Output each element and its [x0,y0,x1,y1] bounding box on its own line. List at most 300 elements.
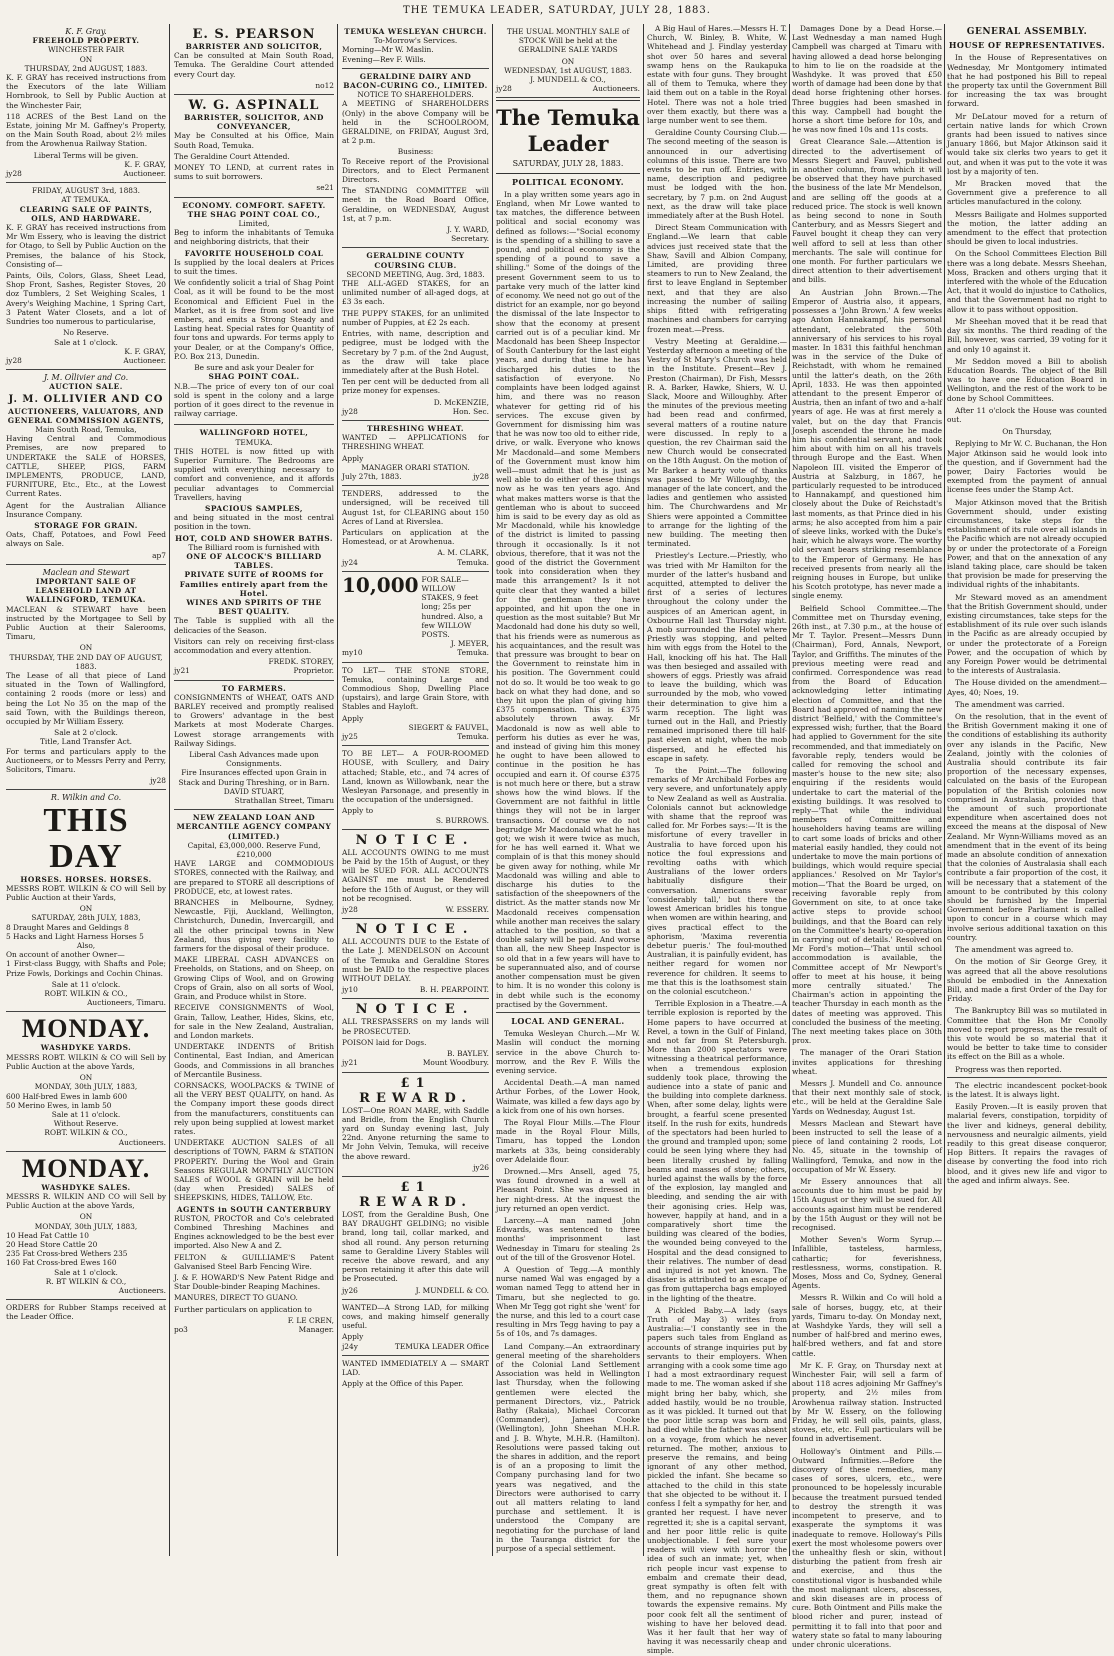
article-paragraph: To the Point.—The following remarks of Mr Archibald Forbes are very severe, and unfortunately apply to New Zealand as well as Australia. Colonials cannot but acknowledge with shame that the reproof was called for. Mr Forbes says:—'It is the misfortune of every traveller in Australia to have forced upon his notice the foul expressions and revolting oaths with which Australians of the lower orders habitually disfigure their conversation. Americans swear 'considerably tall,' but there the lowest American bridles his tongue when women are within hearing, and gives practical effect to the aphorism, 'Maxima reverentia debetur pueris.' The foul-mouthed Australian, it is painfully evident, has neither regard for women nor reverence for children. It seems to me that this is the loathsomest stain on the colonial escutcheon.' [647,766,787,996]
ad-heading: TEMUKA WESLEYAN CHURCH. [344,27,487,36]
ad-on: ON [79,54,93,64]
ad-line-item: 600 Half-bred Ewes in lamb 600 [6,1091,128,1101]
ad-heading: STORAGE FOR GRAIN. [34,520,138,530]
ad-body: ALL ACCOUNTS OWING to me must be Paid by the 15th of August, or they will be SUED FOR. ALL ACCOUNTS AGAINST me must be Rendered before the 15th of August, or they will not be recognised. [342,847,489,903]
advertiser-name: K. F. Gray. [65,27,107,36]
ad-on: ON [79,643,93,653]
article-heading: GENERAL ASSEMBLY. [966,27,1088,37]
advertiser-name: R. Wilkin and Co. [50,793,122,803]
ad-heading: ONE OF ALCOCK'S BILLIARD TABLES. [186,551,322,571]
ad-line-item: 50 Merino Ewes, in lamb 50 [6,1100,112,1110]
section-local-general [496,1012,640,1553]
article-paragraph: Priestley's Lecture.—Priestly, who was tried with Mr Hamilton for the murder of the latter's husband and acquitted, attempted to deliver the first of a series of lectures throughout the colony under the auspices of an American agent, in Oxbourne Hall last Thursday night. A mob surrounded the Hotel where Priestly was stopping, and pelted him with eggs from the Hotel to the Hall, knocking off his hat. The Hall was then besieged and assailed with showers of eggs. Priestly was afraid to leave the building, which was surrounded by the mob, who vowed their determination to give him a warm reception. The light was turned out in the Hall, and Priestly remained imprisoned there till half-past eleven at night, when the mob dispersed, and he effected his escape in safety. [647,551,787,763]
ad-heading: NOTICE. [355,922,476,938]
ad-body: FOR SALE— WILLOW STAKES, 9 feet long; 25s per hundred. Also, a few WILLOW POSTS. [421,574,483,639]
ad-line-item: 8 Draught Mares and Geldings 8 [6,922,129,932]
ad-line-item: 5 Hacks and Light Harness Horses 5 [6,931,144,941]
ad-date: July 27th, 1883. [342,471,402,481]
ad-date: MONDAY, 30th JULY, 1883, [34,1221,138,1231]
notice-coursing-club [342,248,489,420]
article-paragraph: In the House of Representatives on Wednesday, Mr Montgomery intimated that he had postponed his Bill to repeal the property tax until the Government Bill for increasing the tax was brought forward. [947,53,1107,109]
ad-heading: FAVORITE HOUSEHOLD COAL [184,248,324,258]
article-paragraph: Geraldine County Coursing Club.—The second meeting of the season is announced in our advertising columns of this issue. There are two events to be run off. Entries, with name, description and pedigree must be lodged with the hon. secretary, by 7 p.m. on 2nd August next, as the draw will take place immediately after at the Bush Hotel. [647,128,787,221]
ad-body: Agent for the Australian Alliance Insurance Company. [6,500,166,519]
ad-body: Visitors can rely on receiving first-class accommodation and every attention. [174,636,334,655]
ad-place: TEMUKA. [235,437,273,447]
ad-on: ON [561,56,575,66]
column-rule [492,24,493,1556]
ad-body: Be sure and ask your Dealer for [194,363,314,373]
article-paragraph: A Pickled Baby.—A lady (says Truth of May 3) writes from Australia:—'I constantly see in the papers such tales from England as accounts of strange inquiries put by servants to their employers. When arranging with a cook some time ago I had a most extraordinary request made to me. The woman asked if she might bring her baby, which, she added hastily, would be no trouble, as it was pickled. It turned out that the poor little scrap was born and had died while the father was absent on a voyage, from which he never returned. The mother, anxious to preserve the remains, and being ignorant of any other method, pickled the infant. She became so attached to the child in this state that she objected to be without it. I confess I felt a sympathy for her, and granted her request. I have never regretted it; she is a capital servant, and her poor little relic is quite unobjectionable. I feel sure your readers will view with horror the idea of such an inmate; yet, when rich people incur vast expense to embalm and cremate their dead, great sympathy is often felt with them, and no repugnance shown towards the expensive remains. My poor cook felt all the sentiment of wishing to have her beloved dead. Was it her fault that her way of having it was necessarily cheap and simple. [647,1305,787,1656]
article-paragraph: Larceny.—A man named John Edwards, was sentenced to three months' imprisonment last Wednesday in Timaru for stealing 2s out of the till of the Grosvenor Hotel. [496,1215,640,1262]
ad-body: BRANCHES in Melbourne, Sydney, Newcastle, Fiji, Auckland, Wellington, Christchurch, Dunedin, Invercargill, and all the other principal towns in New Zealand, thus giving very facility to farmers for the disposal of their produce. [174,898,334,954]
ad-subheading: To-Morrow's Services. [373,36,458,46]
ad-ref: jy28 [150,776,166,786]
notice-willow-stakes [342,572,489,663]
column-rule [643,24,644,1556]
newspaper-title: The Temuka Leader [496,105,640,157]
notice-wanted-smart-lad [342,1356,489,1393]
advertisement-wallingford-hotel [174,425,334,680]
ad-heading: IMPORTANT SALE OF LEASEHOLD LAND AT WALLINGFORD, TEMUKA. [26,576,146,605]
article-paragraph: Temuka Wesleyan Church.—Mr W. Maslin will conduct the morning service in the above Church to-morrow, and the Rev F. Wills the evening service. [496,1029,640,1075]
ad-body: MESSRS ROBT. WILKIN & CO will Sell by Public Auction at their Yards, [6,883,166,903]
advertisement-wilkin-monday-cattle [6,1152,166,1300]
article-heading: POLITICAL ECONOMY. [511,176,625,187]
article-paragraph: Terrible Explosion in a Theatre.—A terrible explosion is reported by the Home papers to have occurred at Revel, a town in the Gulf of Finland, and not far from St Petersburgh. More than 2000 spectators were witnessing a theatrical performance, when a tremendous explosion suddenly took place, throwing the audience into a state of panic and the building into complete darkness. When, after some delay, lights were brought, a fearful scene presented itself. In the rush for exits, hundreds of the spectators had been hurled to the ground and trampled upon; some could be seen lying where they had been literally crushed by falling beams and masses of stone; others, hurled against the walls by the force of the explosion, lay mangled and bleeding, and sending the air with their agonising cries. Help was, however, happily at hand, and in a comparatively short time the building was cleared of the bodies, the wounded being conveyed to the Hospital and the dead consigned to their relatives. The number of dead and injured is not yet known. The disaster is attributed to an escape of gas from guttapercha bags employed in the lighting of the theatre. [647,999,787,1303]
ad-address: Strathallan Street, Timaru [234,796,334,806]
ad-ref: jy24 [342,557,358,567]
ad-subheading: HORSES. HORSES. HORSES. [20,874,152,884]
ad-on: ON [79,1073,93,1083]
firm-name: THE SHAG POINT COAL CO., [187,209,321,219]
notice-threshing-wheat [342,421,489,486]
advertiser-name: Maclean and Stewart [42,567,130,577]
ad-ref: se21 [316,183,334,193]
notice-mendelson-estate [342,919,489,999]
column-7 [947,24,1107,1556]
ad-time: Sale at 1 o'clock. [54,337,118,347]
ad-heading: £1 REWARD. [359,1075,472,1106]
article-paragraph: Messrs R. Wilkin and Co will hold a sale of horses, buggy, etc, at their yards, Timaru to-day. On Monday next, at Washdyke Yards, they will sell a number of half-bred and merino ewes, half-bred wethers, and fat and store cattle. [792,1293,942,1358]
article-paragraph: Mr DeLatour moved for a return of certain native lands for which Crown grants had been issued to natives since January 1866, but Major Atkinson said it would take six clerks two years to get it out, and when it was put to the vote it was lost by a majority of ten. [947,111,1107,176]
ad-body: MANURES, DIRECT TO GUANO. [174,1293,298,1303]
article-paragraph: Progress was then reported. [955,1064,1062,1074]
ad-body: Morning—Mr W. Maslin. [342,45,434,55]
article-paragraph: Mr Seddon moved a Bill to abolish Education Boards. The object of the Bill was to have one Education Board in Wellington, and the rest of the work to be done by School Committees. [947,356,1107,403]
ad-body: To Receive report of the Provisional Directors, and to Elect Permanent Directors. [342,156,489,185]
ad-signature: W. ESSERY. [445,905,489,915]
column-rule [169,24,170,1556]
ad-big-number: 10,000 [342,572,419,597]
ad-body: Having Central and Commodious Premises, are now prepared to UNDERTAKE the SALE of HORSES, CATTLE, SHEEP, PIGS, FARM IMPLEMENTS, PRODUCE, LAND, FURNITURE, Etc., Etc., at the Lowest Current Rates. [6,434,166,499]
article-paragraph: A Question of Tegg.—A monthly nurse named Wal was engaged by a woman named Tegg to attend her in Timaru, but she neglected to go. When Mr Tegg got right she 'went' for the nurse, and this led to a court case resulting in Mrs Tegg having to pay a 5s of 10s, and 7s damages. [496,1264,640,1339]
ad-ref: jy28 [473,471,489,481]
ad-apply: Apply [342,1332,364,1342]
advertisement-clearing-sale [6,183,166,370]
ad-time: Sale at 11 o'clock. [51,979,121,989]
ad-subheading: BARRISTER, SOLICITOR, AND CONVEYANCER, [184,113,324,132]
ad-body: The Lease of all that piece of Land situated in the Town of Wallingford, containing 2 roods (more or less) and being the Lot No 35 on the map of the said Town, with the Buildings thereon, occupied by Mr William Essery. [6,671,166,727]
ad-big-heading: MONDAY. [21,1014,151,1044]
ad-body: The Geraldine Court Attended. [174,151,290,161]
ad-subheading: NOTICE TO SHAREHOLDERS. [357,90,474,100]
ad-line-item: 10 Head Fat Cattle 10 [6,1230,89,1240]
article-paragraph: On the School Committees Election Bill there was a long debate. Messrs Sheehan, Moss, Bracken and others urging that it interfered with the whole of the Education Act, that it would do injustice to Catholics, and that the Government had no right to allow it to pass without opposition. [947,249,1107,314]
article-paragraph: Holloway's Ointment and Pills.—Outward Infirmities.—Before the discovery of these remedies, many cases of sores, ulcers, etc., were pronounced to be hopelessly incurable because the treatment pursued tended to destroy the strength it was incompetent to preserve, and to exasperate the symptoms it was inadequate to remove. Holloway's Pills exert the most wholesome powers over the unhealthy flesh or skin, without disturbing the patient from fresh air and exercise, and thus the constitutional vigor is husbanded while the most malignant ulcers, abscesses, and skin diseases are in process of cure. Both Ointment and Pills make the blood richer and purer, instead of permitting it to fall into that poor and watery state so fatal to many labouring under chronic ulcerations. [792,1446,942,1649]
ad-signature: J. MUNDELL & CO. [415,1285,489,1295]
ad-subheading: AUCTIONEERS, VALUATORS, AND GENERAL COMMISSION AGENTS, [7,406,165,425]
ad-apply: Apply [342,453,364,463]
ad-heading: WALLINGFORD HOTEL, [199,428,309,438]
advertisement-pearson [174,24,334,95]
ad-body: Particulars on application at the Homestead, or at Arowhenua. [342,527,489,547]
advertisement-to-farmers [174,681,334,811]
ad-title: Title, Land Transfer Act. [39,737,133,747]
ad-body: WANTED IMMEDIATELY A — SMART LAD. [342,1358,489,1377]
article-paragraph: Replying to Mr W. C. Buchanan, the Hon Major Atkinson said he would look into the question, and if Government had the power, Dairy Factories would be exempted from the payment of annual license fees under the Stamp Act. [947,439,1107,495]
ad-body: The Table is supplied with all the delicacies of the Season. [174,616,334,635]
ad-also: Also, [76,941,96,951]
ad-ref: my10 [342,648,363,658]
ad-body: MESSRS R. WILKIN AND CO will Sell by Public Auction at the above Yards, [6,1191,166,1211]
firm-name: E. S. PEARSON [192,27,316,42]
ad-role: Auctioneers. [592,84,640,94]
ad-body: THE USUAL MONTHLY SALE of STOCK Will be held at the GERALDINE SALE YARDS [506,27,630,55]
ad-apply: Apply at the Office of this Paper. [342,1379,464,1389]
article-paragraph: In a play written some years ago in England, when Mr Lowe wanted to tax matches, the difference between political and social economy was defined as follows:—"Social economy is the spending of a shilling to save a pound, and political economy is the spending of a pound to save a shilling." Some of the doings of the present Government seem to us to partake very much of the latter kind of economy. We need not go out of the district for an example, nor go beyond the dismissal of the late Inspector to show that the economy at present carried out is of a peculiar kind. Mr Macdonald has been Sheep Inspector of South Canterbury for the last eight years, and during that time he has discharged his duties to the satisfaction of everyone. No complaints have been lodged against him, and there was no reason whatever for getting rid of his services. The excuse given by Government for dismissing him was that he was now too old to either ride, drive, or walk. Everyone who knows Mr Macdonald—and some Members of the Government must know him well—must admit that he is just as well able to do either of these things now as he was ten years ago. And what makes matters worse is that the gentleman who is about to succeed him is said to be every day as old as Mr Macdonald, while his knowledge of the district is limited to passing through it occasionally. Is it not obvious, therefore, that it was not the good of the district the Government took into consideration when they made this arrangement? Is it not quite clear that they wanted a billet for the gentleman they have appointed, and hit upon the one in question as the most suitable? But Mr Macdonald had done his duty so well, that his friends were as numerous as his acquaintances, and the result was that pressure was brought to bear on the Government to reinstate him in his position. The Government could not do so. It would be too weak to go back on what they had done, and so they hit upon the plan of giving him £375 compensation. This is £375 absolutely thrown away. Mr Macdonald is now as well able to perform his duties as ever he was, and instead of giving him this money he ought to have been allowed to continue in the position he has occupied and earn it. Of course £375 is not much here or there, but a straw shows how the wind blows. If the Government are not faithful in little things they will not be in larger transactions. Of course we do not begrudge Mr Macdonald what he has got; we wish it were twice as much, for he has well earned it. What we complain of is that this money should be given away for nothing, while Mr Macdonald was willing and able to discharge his duties to the satisfaction of the sheepowners of the district. As the matter stands now Mr Macdonald receives compensation while another man receives the salary attached to the position, so that a double salary will be paid. And worse than all, the new Sheep Inspector is so old that in a few years will have to be superannuated also, and of course another compensation must be given to him. It is no wonder this colony is in debt while such is the economy practised by the Government. [496,189,640,1009]
article-paragraph: The amendment was carried. [955,699,1065,709]
article-paragraph: The electric incandescent pocket-book is the latest. It is always light. [947,1077,1107,1099]
advertisement-wilkin-this-day [6,790,166,1012]
ad-heading: AUCTION SALE. [49,382,123,392]
ad-signature: J. MUNDELL & CO., [530,75,606,85]
ad-body: Further particulars on application to [174,1304,312,1314]
ad-body: Fire Insurances effected upon Grain in Stack and During Threshing, or in Barn. [178,768,330,787]
ad-time: Sale at 11 o'clock. [51,1109,121,1119]
ad-body: K. F. GRAY has received instructions from the Executors of the late William Hornbrook, to Sell by Public Auction at the Winchester Fair, [6,73,166,110]
ad-body: Ten per cent will be deducted from all prize money for expenses. [342,377,489,396]
section-heading: LOCAL AND GENERAL. [511,1015,625,1026]
column-rule [789,24,790,1556]
article-paragraph: Messrs Bailigate and Holmes supported the motion, the latter adding an amendment to the effect that protection should be given to local industries. [947,209,1107,247]
ad-role: Temuka. [457,732,489,742]
ad-heading: THRESHING WHEAT. [366,423,465,433]
ad-terms: Liberal Terms will be given. [33,150,139,160]
ad-body: MONEY TO LEND, at current rates in sums to suit borrowers. [174,163,334,182]
notice-wesleyan-church [342,24,489,69]
article-paragraph: Land Company.—An extraordinary general meeting of the shareholders of the Colonial Land Settlement Association was held in Wellington last Thursday, when the following gentlemen were elected the permanent Directors, viz., Patrick Bathy (Rakaia), Michael Corcoran (Commander), James Cooke (Wellington), John Sheehan M.H.R. and J. B. Whyte, M.H.R. (Hamilton). Resolutions were passed taking out the shares in addition, and the report is of an a proposing to limit the Company purchasing land for two years was negatived, and the Directors were authorised to carry out all matters relating to land purchase and settlement. It is understood the Company are negotiating for the purchase of land in the Tauranga district for the purpose of a special settlement. [496,1341,640,1554]
ad-ref: ap7 [152,550,166,560]
advertisement-gray-freehold [6,24,166,183]
ad-ref: jy21 [174,666,190,676]
ad-list: Paints, Oils, Colors, Glass, Sheet Lead, Shop Front, Sashes, Register Stoves, 20 doz Tumblers, 2 Set Weighing Scales, 1 Avery's Weighing Machine, 1 Spring Cart, 3 Patent Water Closets, and a lot of Sundries too numerous to particularise, [6,271,166,327]
advertisement-wilkin-monday-ewes [6,1012,166,1151]
advertisement-ollivier [6,370,166,565]
issue-date: SATURDAY, JULY 28, 1883. [512,159,624,169]
ad-role: Auctioneer. [123,355,166,365]
notice-to-be-let-house [342,746,489,830]
ad-line-item: 20 Head Store Cattle 20 [6,1239,98,1249]
ad-date: WEDNESDAY, 1st AUGUST, 1883. [504,65,632,75]
ad-body: ALL TRESPASSERS on my lands will be PROSECUTED. [342,1017,489,1036]
ad-heading: HOT, COLD AND SHOWER BATHS. [175,533,333,543]
article-paragraph: Belfield School Committee.—The Committee met on Thursday evening, 26th inst., at 7.30 p.m., at the house of Mr T. Taylor. Present—Messrs Dunn (Chairman), Ford, Annals, Newport, Taylor, and Griffiths. The minutes of the previous meeting were read and confirmed. Correspondence was read from the Board of Education acknowledging letter intimating election of Committee, and that the Board had approved of naming the new district 'Belfield,' with the Committee's expressed wish; further, that the Board had applied to Government for the site recommended, and that immediately on favorable reply, tenders would be called for removing the school and master's house to the new site; also enquiring if the residents would undertake to cart the material of the existing buildings. It was resolved to reply—'That while the individual members of Committee and householders having teams are willing to cart some loads of bricks and other material easily handled, they could not undertake to move the main portions of buildings, which would require special appliances.' Resolved on Mr Taylor's motion—'That the Board be urged, on receiving favorable reply from Government on site, to at once take active steps to provide school buildings, and that the Board can rely on the Committee's hearty co-operation in carrying out of details.' Resolved on Mr Ford's motion—'That until school accommodation is available, the Committee accept of Mr Newport's offer to meet at his house, it being more centrally situated.' The Chairman's action in appointing the teacher Thursday in each month as the dates of meeting was approved. This concluded the business of the meeting. The next meeting takes place on 30th prox. [792,603,942,1046]
ad-heading: AGENTS in SOUTH CANTERBURY [176,1204,332,1214]
article-paragraph: The manager of the Orari Station invites applications for threshing wheat. [792,1048,942,1076]
ad-capital: Capital, £3,000,000. Reserve Fund, £210,000 [187,840,321,860]
article-paragraph: After 11 o'clock the House was counted out. [947,405,1107,424]
ad-subheading: Limited, [238,219,270,229]
article-paragraph: Mr Essery announces that all accounts due to him must be paid by 15th August or they will be sued for. All accounts against him must be rendered by the 15th August or they will not be recognised. [792,1176,942,1232]
local-news-continued [792,24,942,1649]
notice-reward-bay-gelding [342,1177,489,1300]
ad-signature: B. BAYLEY. [446,1049,489,1059]
ad-signature: TEMUKA LEADER Office [394,1341,489,1351]
column-3 [342,24,489,1556]
ad-body: May be Consulted at his Office, Main South Road, Temuka. [174,131,334,150]
article-paragraph: Accidental Death.—A man named Arthur Forbes, of the Lower Hook, Waimate, was killed a few days ago by a kick from one of his own horses. [496,1078,640,1115]
ad-body: 118 ACRES of the Best Land on the Estate, joining Mr M. Gaffney's Property, on the Main South Road, about 2½ miles from the Arowhenua Railway Station. [6,111,166,149]
ad-ref: jy21 [342,1058,358,1068]
ad-role: Auctioneers. [118,1137,166,1147]
advertiser-name: J. M. Ollivier and Co. [43,373,129,383]
ad-time: Sale at 2 o'clock. [54,728,118,738]
ad-role: Auctioneer. [123,169,166,179]
column-rule [337,24,338,1556]
advertisement-shag-point-coal [174,198,334,426]
ad-ref: jy25 [342,732,358,742]
ad-body: MESSRS ROBT. WILKIN & CO will Sell by Public Auction at the above Yards, [6,1052,166,1071]
ad-body: THE PUPPY STAKES, for an unlimited number of Puppies, at £2 2s each. [342,308,489,327]
advertisement-rubber-stamps [6,1300,166,1327]
ad-heading: WINES AND SPIRITS OF THE BEST QUALITY. [186,597,322,617]
ad-ref: jy10 [342,985,358,995]
ad-body: The STANDING COMMITTEE will meet in the Road Board Office, Geraldine, on WEDNESDAY, August 1st, at 7 p.m. [342,186,489,223]
ad-body: MAKE LIBERAL CASH ADVANCES on Freeholds, on Stations, and on Sheep, on Growing Clips of Wool, and on Growing Crops of Grain, also on all sorts of Wool, Grain, and Produce whilst in Store. [174,955,334,1002]
ad-heading: PRIVATE SUITE of ROOMS for Families entirely apart from the Hotel. [179,570,329,598]
article-paragraph: Messrs Maclean and Stewart have been instructed to sell the lease of a piece of land containing 2 roods, Lot No. 45, situate in the township of Wallingford, Temuka, and now in the occupation of Mr W. Essery. [792,1118,942,1174]
ad-ref: jy28 [342,905,358,915]
ad-body: LOST—One ROAN MARE, with Saddle and Bridle, from the English Church yard on Sunday evening last, July 22nd. Anyone returning the same to Mr John Velvin, Temuka, will receive the above reward. [342,1105,489,1161]
ad-line-item: 235 Fat Cross-bred Wethers 235 [6,1249,128,1259]
ad-body: CORNSACKS, WOOLPACKS & TWINE of all the VERY BEST QUALITY, on hand. As the Company import these goods direct from the manufacturers, constituents can rely upon being supplied at lowest market rates. [174,1080,334,1136]
article-paragraph: On Thursday, [1002,427,1052,437]
ad-signature: J. MEYER, [450,639,489,649]
article-paragraph: On the motion of Sir George Grey, it was agreed that all the above resolutions should be embodied in the Annexation Bill, and made a first Order of the Day for Friday. [947,957,1107,1004]
article-paragraph: On the resolution, that in the event of the British Government making it one of the conditions of establishing its authority over any islands in the Pacific, New Zealand, jointly with the colonies of Australia should contribute its fair proportion of the necessary expenses, calculated on the basis of the European population of the British colonies now comprised in Australasia, provided that the amount of such proportionate expenditure when ascertained does not exceed the means at the disposal of New Zealand. Mr Wynn-Williams moved as an amendment that in the event of its being made an absolute condition of annexation that the colonies of Australasia shall each contribute a fair proportion of the cost, it will be necessary that a statement of the amount to be contributed by this colony should be furnished by the Imperial Government before Parliament is called upon to concur in a course which may involve serious additional taxation on this country. [947,712,1107,942]
ad-body: TO BE LET— A FOUR-ROOMED HOUSE, with Scullery, and Dairy attached; Stable, etc., and 74 acres of Land, known as Willowbank, near the Wesleyan Parsonage, and presently in the occupation of the undersigned. [342,749,489,805]
article-paragraph: Mother Seven's Worm Syrup.—Infallible, tasteless, harmless, cathartic; for feverishness, restlessness, worms, constipation. R. Moses, Moss and Co, Sydney, General Agents. [792,1235,942,1291]
ad-heading: SPACIOUS SAMPLES, [204,503,303,513]
article-paragraph: Messrs J. Mundell and Co. announce that their next monthly sale of stock, etc., will be held at the Geraldine Sale Yards on Wednesday, August 1st. [792,1078,942,1116]
article-paragraph: The Royal Flour Mills.—The Flour made in the Royal Flour Mills, Timaru, has topped the London markets at 33s, being considerably over Adelaide flour. [496,1117,640,1164]
ad-place: AT TEMUKA. [61,195,111,205]
advertisement-nz-loan [174,810,334,1338]
ad-body: UNDERTAKE INDENTS of British Continental, East Indian, and American Goods, and Commissions in all branches of Mercantile Business. [174,1042,334,1079]
article-paragraph: Mr Sheehan moved that it be read that day six months. The third reading of the Bill, however, was carried, 39 voting for it and only 10 against it. [947,316,1107,354]
ad-ref: po3 [174,1325,188,1334]
ad-body: and being situated in the most central position in the town. [174,513,334,532]
ad-body: For terms and particulars apply to the Auctioneers, or to Messrs Perry and Perry, Solicitors, Timaru. [6,746,166,775]
ad-body: RUSTON, PROCTOR and Co's celebrated Combined Threshing Machines and Engines acknowledged to be the best ever imported. Also New A and Z. [174,1213,334,1251]
advertisement-maclean-stewart [6,565,166,791]
notice-tenders [342,486,489,572]
article-paragraph: Drowned.—Mrs Ansell, aged 75, was found drowned in a well at Pleasant Point. She was dressed in her night-dress. At the inquest the jury returned an open verdict. [496,1166,640,1213]
ad-body: WANTED—A Strong LAD, for milking cows, and making himself generally useful. [342,1302,489,1331]
ad-body: TENDERS, addressed to the undersigned, will be received till August 1st, for CLEARING about 150 Acres of Land at Riverslea. [342,489,489,526]
ad-heading: £1 REWARD. [359,1179,472,1210]
ad-heading: NEW ZEALAND LOAN AND MERCANTILE AGENCY COMPANY (LIMITED.) [176,813,332,841]
ad-date: MONDAY, 30th JULY, 1883, [34,1082,138,1092]
article-paragraph: Mr K. F. Gray, on Thursday next at Winchester Fair, will sell a farm of about 118 acres adjoining Mr Gaffney's property, and 2½ miles from Arowhenua railway station. Instructed by Mr W. Essery, on the following Friday, he will sell oils, paints, glass, stoves, etc, etc. Full particulars will be found in advertisement. [792,1360,942,1444]
ad-place: WINCHESTER FAIR [47,45,125,55]
ad-signature: R. BT WILKIN & CO., [45,1276,127,1286]
ad-body: CONSIGNMENTS of WHEAT, OATS AND BARLEY received and promptly realised to Growers' advantage in the best Markets at most Moderate Charges. Lowest storage arrangements with Railway Sidings. [174,692,334,748]
article-paragraph: An Austrian John Brown.—The Emperor of Austria also, it appears, possesses a 'John Brown.' A few weeks ago Anton Hannakampf, his personal attendant, celebrated the 50th anniversary of his services to his royal master. In 1831 this faithful henchman was in the service of the Duke of Reichstadt, with whom he remained until the latter's death, on the 26th April, 1833. He was then appointed attendant to the present Emperor of Austria, then an infant of two and a-half years of age. He was at first merely a valet, but on the day that Francis Joseph ascended the throne he made him his confidential servant, and took him about with him on all his travels through Europe and the East. When Napoleon III. visited the Emperor of Austria at Salzburg, in 1867, he particularly requested to be introduced to Hannakampf, and questioned him closely about the Duke of Reichstadt's last moments, as that Prince died in his arms; he also accepted from him a pair of sleeve links, worked with the Duke's hair, which he always wore. The worthy old servant bears striking resemblance to the Emperor of Germany. He has received presents from nearly all the reigning houses in Europe, but unlike his Scotch prototype, has never made a single enemy. [792,287,942,601]
ad-signature: ROBT. WILKIN & CO., [44,1128,128,1138]
article-general-assembly [947,28,1107,1185]
advertisement-aspinall [174,95,334,198]
article-paragraph: The amendment was agreed to. [955,945,1074,955]
ad-date: FRIDAY, AUGUST 3rd, 1883. [31,186,141,196]
ad-reserve: No Reserve. [63,328,109,338]
ad-body: MACLEAN & STEWART have been instructed by the Mortgagee to Sell by Public Auction at their Salerooms, Timaru, [6,604,166,642]
ad-heading: GERALDINE DAIRY AND BACON-CURING CO., LIMITED. [343,71,488,91]
ad-heading: NOTICE. [355,832,476,848]
ad-ref: jy28 [6,355,22,365]
ad-ref: j24y [342,1341,358,1351]
notice-geraldine-dairy [342,69,489,249]
ad-ref: no12 [315,80,334,90]
ad-signature: D. McKENZIE, [433,397,489,407]
ad-body: N.B.—The price of every ton of our coal sold is spent in the colony and a large portion of it goes direct to the revenue in railway carriage. [174,381,334,419]
ad-signature: SIEGERT & FAUVEL, [408,722,489,732]
ad-time: Sale at 1 o'clock. [54,1267,118,1277]
ad-body: The Billiard room is furnished with [188,542,320,552]
ad-ref: jy28 [342,406,358,416]
ad-signature: ROBT. WILKIN & CO., [44,989,128,999]
ad-subheading: WASHDYKE YARDS. [40,1043,132,1053]
ad-body: Beg to inform the inhabitants of Temuka and neighboring districts, that their [174,228,334,247]
ad-body: THIS HOTEL is now fitted up with Superior Furniture. The Bedrooms are supplied with everything necessary to comfort and convenience, and it affords peculiar advantages to Commercial Travellers, having [174,446,334,502]
column-6 [792,24,942,1649]
article-political-economy [496,178,640,1009]
article-paragraph: Vestry Meeting at Geraldine.—Yesterday afternoon a meeting of the Vestry of St Mary's Church was held in the Institute. Present—Rev J. Preston (Chairman), Dr Fish, Messrs R. A. Barker, Hawke, Shiers, W. U. Slack, Moore and Willoughby. After the minutes of the previous meeting had been read and confirmed, several matters of a routine nature were discussed. In reply to a question, the rev Chairman said the new Church would be consecrated on the 18th August. On the motion of Mr Barker a hearty vote of thanks was passed to Mr Willoughby, the manager of the late concert, and the ladies and gentlemen who assisted him. The Churchwardens and Mr Shiers were appointed a Committee to arrange for the lighting of the new building. The meeting then terminated. [647,336,787,549]
ad-body: WANTED — APPLICATIONS for THRESHING WHEAT. [342,433,489,452]
ad-body: UNDERTAKE AUCTION SALES of all descriptions of TOWN, FARM & STATION PROPERTY. During the Wool and Grain Seasons REGULAR MONTHLY AUCTION SALES of WOOL & GRAIN will be held (day when Presided) SALES of SHEEPSKINS, HIDES, TALLOW, Etc. [174,1138,334,1203]
ad-address: Main South Road, Temuka, [35,424,137,434]
ad-apply: Apply to [342,806,374,816]
ad-heading: GERALDINE COUNTY COURSING CLUB. [366,251,465,270]
notice-wanted-lad [342,1300,489,1356]
ad-signature: DAVID STUART, [223,786,285,796]
ad-body: THE ALL-AGED STAKES, for an unlimited number of all-aged dogs, at £3 3s each. [342,279,489,307]
ad-heading: CLEARING SALE OF PAINTS, OILS, AND HARDWARE. [19,204,153,223]
notice-trespassers [342,999,489,1072]
article-paragraph: Major Atkinson moved that the British Government should, under existing circumstances, take steps for the establishment of its rule over all islands in the Pacific which are not already occupied by or under the protectorate of a Foreign Power, and that on the annexation of any island taking place, care should be taken that provision be made for preserving the individual rights of the inhabitants. [947,497,1107,590]
ad-ref: jy26 [342,1285,358,1295]
ad-body: Oats, Chaff, Potatoes, and Fowl Feed always on Sale. [6,530,166,549]
ad-body: We confidently solicit a trial of Shag Point Coal, as it will be found to be the most Economical and Efficient Fuel in the Market, as it is free from soot and live embers, and emits a Strong Steady and Lasting heat. Special rates for Quantity of four tons and upwards. For terms apply to your Dealer, or at the Company's Office, P.O. Box 213, Dunedin. [174,278,334,361]
column-4 [496,24,640,1556]
ad-ref: jy26 [473,1162,489,1172]
ad-heading: FREEHOLD PROPERTY. [32,36,140,46]
ad-role: Auctioneers, Timaru. [87,998,166,1008]
ad-role: Proprietor. [293,666,334,676]
ad-date: THURSDAY, 2nd AUGUST, 1883. [24,63,148,73]
article-paragraph: Great Clearance Sale.—Attention is directed to the advertisement of Messrs Siegert and Fauvel, published in another column, from which it will be observed that they have purchased the business of the late Mr Mendelson, and are selling off the goods at a reduced price. The stock is well known as being second to none in South Canterbury, and as Messrs Siegert and Fauvel bought it cheap they can very well afford to sell at less than other merchants. The sale will continue for one month. For further particulars we direct attention to their advertisement and bills. [792,137,942,285]
ad-role: Temuka. [457,557,489,567]
advertisement-monthly-sale [496,24,640,98]
article-paragraph: Damages Done by a Dead Horse.—Last Wednesday a man named Hugh Campbell was charged at Timaru with having allowed a dead horse belonging to him to lie on the roadside at the Washdyke. It was proved that £50 worth of damage had been done by that dead horse frightening other horses. Three buggies had been smashed in this way. Campbell had bought the horse a short time before for 10s, and he was now fined 10s and 11s costs. [792,24,942,135]
column-5 [647,24,787,1656]
notice-essery-accounts [342,830,489,919]
ad-date: SECOND MEETING, Aug. 3rd, 1883. [346,269,485,279]
ad-account: On account of another Owner— [6,950,125,960]
ad-big-heading: MONDAY. [21,1153,151,1183]
ad-body: FELTON & GUILLIAME'S Patent Galvanised Steel Barb Fencing Wire. [174,1252,334,1271]
ad-body: J. & F. HOWARD'S New Patent Ridge and Star Double-binder Reaping Machines. [174,1272,334,1292]
ad-subheading: BARRISTER AND SOLICITOR, [185,42,323,51]
ad-on: ON [79,904,93,914]
ad-role: Secretary. [451,234,489,244]
ad-body: Is supplied by the local dealers at Prices to suit the times. [174,257,334,277]
ad-business: Business: [397,147,434,157]
ad-line-item: 160 Fat Cross-bred Ewes 160 [6,1258,117,1268]
newspaper-title-block [496,100,640,173]
ad-signature: S. BURROWS. [435,815,489,825]
ad-reserve: Without Reserve. [53,1119,119,1129]
ad-big-heading: THIS DAY [43,801,129,875]
ad-body: Evening—Rev F. Wills. [342,54,426,64]
ad-body: RECEIVE CONSIGNMENTS of Wool, Grain, Tallow, Leather, Hides, Skins, etc, for sale in the New Zealand, Australian, and London markets. [174,1003,334,1040]
ad-apply: Apply [342,713,364,723]
ad-role: Auctioneers. [118,1285,166,1295]
article-paragraph: Mr Steward moved as an amendment that the British Government should, under existing circumstances, take steps for the establishment of its rule over such islands in the Pacific as are already occupied by or under the protectorate of a Foreign Power, and the occupation of which by any Foreign Power would be detrimental to the interests of Australasia. [947,592,1107,676]
notice-to-let-store [342,663,489,747]
article-subheading: HOUSE OF REPRESENTATIVES. [948,40,1106,51]
ad-body: ORDERS for Rubber Stamps received at the Leader Office. [6,1303,166,1322]
ad-body: Can be consulted at Main South Road, Temuka. The Geraldine Court attended every Court day. [174,51,334,79]
ad-signature: B. H. PEARPOINT. [419,985,489,995]
article-paragraph: Easily Proven.—It is easily proven that malarial fevers, constipation, torpidity of the liver and kidneys, general debility, nervousness and neuralgic ailments, yield readily to this great disease conqueror, Hop Bitters. It repairs the ravages of disease by converting the food into rich blood, and it gives new life and vigor to the aged and infirm always. See. [947,1102,1107,1185]
ad-ref: jy28 [496,84,512,94]
ad-signature: A. M. CLARK, [437,548,489,558]
ad-role: Temuka. [457,648,489,658]
ad-signature: FREDK. STOREY, [268,657,334,667]
ad-body: LOST, from the Geraldine Bush, One BAY DRAUGHT GELDING; no visible brand, long tail, collar marked, and shod all round. Any person returning same to Geraldine Livery Stables will receive the above reward, and any person retaining it after this date will be Prosecuted. [342,1209,489,1284]
article-paragraph: Direct Steam Communication with England.—We learn that cable advices just received state that the Shaw, Savill and Albion Company, Limited, are providing three steamers to run to New Zealand, the first to leave England in September next, and that they are also increasing the number of sailing ships fitted with refrigerating machines and chambers for carrying frozen meat.—Press. [647,223,787,334]
firm-name: W. G. ASPINALL [188,98,320,114]
ad-signature: J. Y. WARD, [447,225,489,235]
article-paragraph: Mr Bracken moved that the Government give a preference to all articles manufactured in the colony. [947,179,1107,207]
local-news [647,24,787,1656]
article-paragraph: A Big Haul of Hares.—Messrs H. T. Church, W. Binley, B. White, W. Whitehead and J. Findlay yesterday shot over 50 hares and several swamp hens on the Raukapuka estate with four guns. They brought all of them to Temuka, where they laid them out on a table in the Royal Hotel. There was not a hole tried over them exactly, but there was a large number went to see them. [647,24,787,126]
column-2 [174,24,334,1556]
firm-name: J. M. OLLIVIER AND CO [8,393,164,405]
ad-role: Hon. Sec. [452,406,489,416]
masthead: THE TEMUKA LEADER, SATURDAY, JULY 28, 1883. [403,5,711,16]
ad-on: ON [79,1212,93,1222]
ad-signature: K. F. GRAY, [124,159,166,169]
ad-body: 1 First-class Buggy, with Shafts and Pole; Prize Fowls, Dorkings and Cochin Chinas. [6,959,166,978]
ad-body: A MEETING of SHAREHOLDERS (Only) in the above Company will be held in the SCHOOLROOM, GERALDINE, on FRIDAY, August 3rd, at 2 p.m. [342,99,489,146]
ad-body: Entries, with name, description and pedigree, must be lodged with the Secretary by 7 p.m. of the 2nd August, as the draw will take place immediately after at the Bush Hotel. [342,329,489,375]
ad-body: POISON laid for Dogs. [342,1037,427,1047]
ad-role: Mount Woodbury. [422,1058,489,1068]
ad-signature: F. LE CREN, [287,1315,334,1325]
